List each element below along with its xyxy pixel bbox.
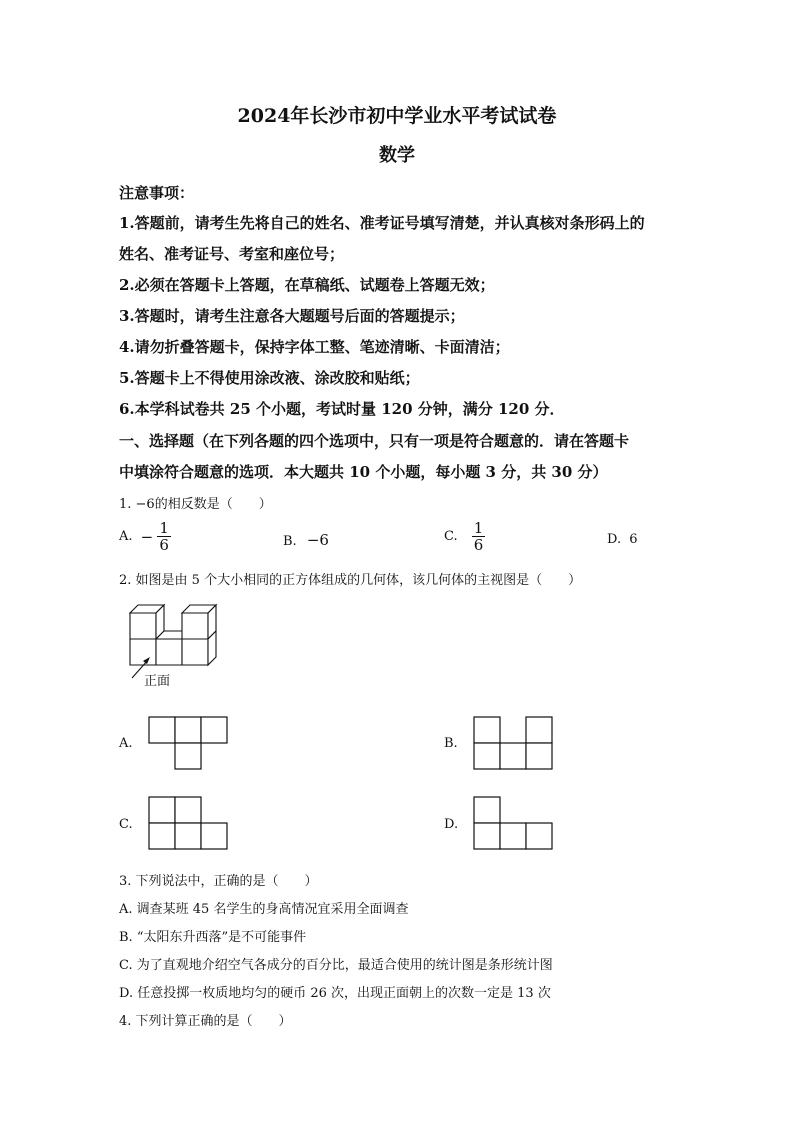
q2-option-d-figure [473,796,555,852]
notice-item: 姓名、准考证号、考室和座位号； [119,245,345,263]
q2-option-b-figure [473,716,555,772]
notice-item: 5.答题卡上不得使用涂改液、涂改胶和贴纸； [119,369,420,387]
notice-item: 3.答题时，请考生注意各大题题号后面的答题提示； [119,307,465,325]
subject-title: 数学 [379,145,415,166]
front-label: 正面 [144,674,171,689]
q1-option-b-value: −6 [306,531,329,549]
q1-option-a [119,520,171,553]
question-3-stem: 3. 下列说法中，正确的是（ ） [119,874,318,889]
q3-option-d: D. 任意投掷一枚质地均匀的硬币 26 次，出现正面朝上的次数一定是 13 次 [119,986,551,1001]
q1-option-c-fraction [472,520,486,553]
middle-bottom-cube-front [156,639,182,665]
q1-option-d [607,532,638,547]
question-4-stem: 4. 下列计算正确的是（ ） [119,1014,292,1029]
q2-option-c-figure [148,796,230,852]
right-bottom-cube-front [182,639,208,665]
q1-option-c-label: C. [444,529,458,544]
q1-option-d-value: 6 [629,532,638,547]
q1-option-a-denominator: 6 [159,536,169,554]
section-heading-cont: 中填涂符合题意的选项．本大题共 10 个小题，每小题 3 分，共 30 分） [119,463,608,481]
exam-title: 2024年长沙市初中学业水平考试试卷 [237,105,557,127]
question-1-stem: 1. −6的相反数是（ ） [119,497,272,512]
q2-solid-figure [126,600,226,690]
q2-option-a-label: A. [119,736,133,751]
q1-option-c-numerator: 1 [473,519,484,537]
notice-item: 6.本学科试卷共 25 个小题，考试时量 120 分钟，满分 120 分． [119,400,565,418]
q1-option-d-label: D. [607,532,622,547]
q1-option-b [283,531,329,549]
question-2-stem: 2. 如图是由 5 个大小相同的正方体组成的几何体，该几何体的主视图是（ ） [119,573,582,588]
notice-item: 4.请勿折叠答题卡，保持字体工整、笔迹清晰、卡面清洁； [119,338,510,356]
q1-option-a-sign: − [140,527,154,546]
q2-option-a-figure [148,716,230,772]
q1-option-c-denominator: 6 [473,536,484,554]
notice-item: 1.答题前，请考生先将自己的姓名、准考证号填写清楚，并认真核对条形码上的 [119,214,645,232]
notice-item: 2.必须在答题卡上答题，在草稿纸、试题卷上答题无效； [119,276,495,294]
q1-option-a-label: A. [119,529,133,544]
section-heading: 一、选择题（在下列各题的四个选项中，只有一项是符合题意的．请在答题卡 [119,432,630,450]
q2-option-c-label: C. [119,817,133,832]
q3-option-a: A. 调查某班 45 名学生的身高情况宜采用全面调查 [119,902,409,917]
notice-heading: 注意事项： [119,184,195,202]
q2-option-d-label: D. [444,817,459,832]
q3-option-c: C. 为了直观地介绍空气各成分的百分比，最适合使用的统计图是条形统计图 [119,958,553,973]
left-bottom-cube-front [130,639,156,665]
left-top-cube-front [130,613,156,639]
q1-option-b-label: B. [283,534,297,549]
q1-option-c [444,520,485,553]
q2-option-b-label: B. [444,736,458,751]
q1-option-a-numerator: 1 [159,519,169,537]
q3-option-b: B. “太阳东升西落”是不可能事件 [119,930,307,945]
right-top-cube-front [182,613,208,639]
q1-option-a-fraction [157,520,171,553]
